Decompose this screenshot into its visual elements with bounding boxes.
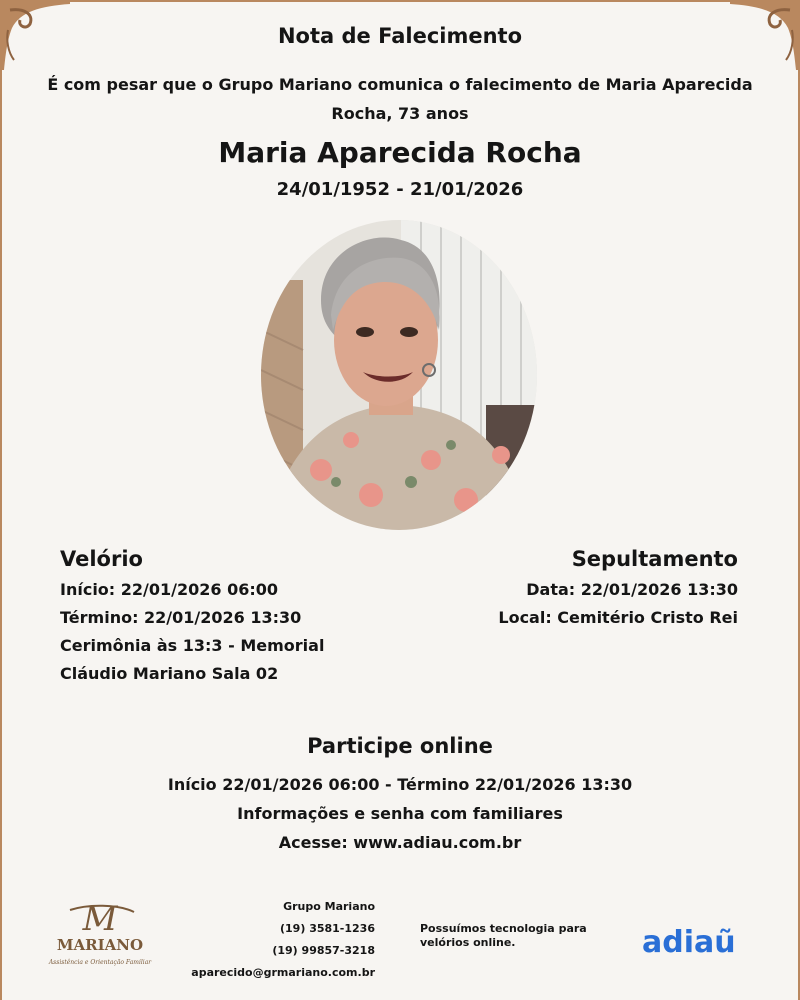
velorio-termino: Término: 22/01/2026 13:30 — [60, 608, 302, 627]
email-link[interactable]: aparecido@grmariano.com.br — [191, 966, 375, 979]
contact-block — [175, 896, 375, 984]
velorio-heading: Velório — [60, 547, 143, 571]
portrait-photo — [261, 220, 537, 530]
page-title: Nota de Falecimento — [277, 24, 523, 48]
adiau-logo-text: adiaũ — [642, 925, 736, 960]
grupo-mariano-logo — [48, 902, 153, 970]
phone-1[interactable]: (19) 3581-1236 — [280, 922, 375, 935]
velorio-cerimonia: Cerimônia às 13:3 - Memorial Cláudio Mariano Sala 02 — [60, 636, 325, 683]
online-info: Informações e senha com familiares — [237, 804, 563, 823]
sepultamento-heading: Sepultamento — [571, 547, 738, 571]
intro-text: É com pesar que o Grupo Mariano comunica o falecimento de Maria Aparecida Rocha, 73 anos — [47, 75, 753, 123]
online-heading: Participe online — [307, 734, 493, 758]
svg-text:M: M — [82, 902, 118, 939]
logo-text: MARIANO — [56, 936, 144, 954]
company-name: Grupo Mariano — [283, 900, 375, 913]
adiau-logo — [640, 918, 760, 962]
phone-2[interactable]: (19) 99857-3218 — [272, 944, 375, 957]
tech-note: Possuímos tecnologia para velórios online. — [420, 922, 587, 949]
deceased-name: Maria Aparecida Rocha — [218, 136, 582, 169]
life-dates: 24/01/1952 - 21/01/2026 — [276, 179, 524, 200]
online-link[interactable]: Acesse: www.adiau.com.br — [278, 833, 522, 852]
sepultamento-local: Local: Cemitério Cristo Rei — [498, 608, 738, 627]
sepultamento-data: Data: 22/01/2026 13:30 — [526, 580, 738, 599]
online-periodo: Início 22/01/2026 06:00 - Término 22/01/2026 13:30 — [167, 775, 633, 794]
online-section — [0, 734, 800, 857]
sepultamento-section — [408, 547, 738, 632]
velorio-inicio: Início: 22/01/2026 06:00 — [60, 580, 279, 599]
velorio-section — [60, 547, 390, 688]
logo-tagline: Assistência e Orientação Familiar — [48, 959, 152, 966]
